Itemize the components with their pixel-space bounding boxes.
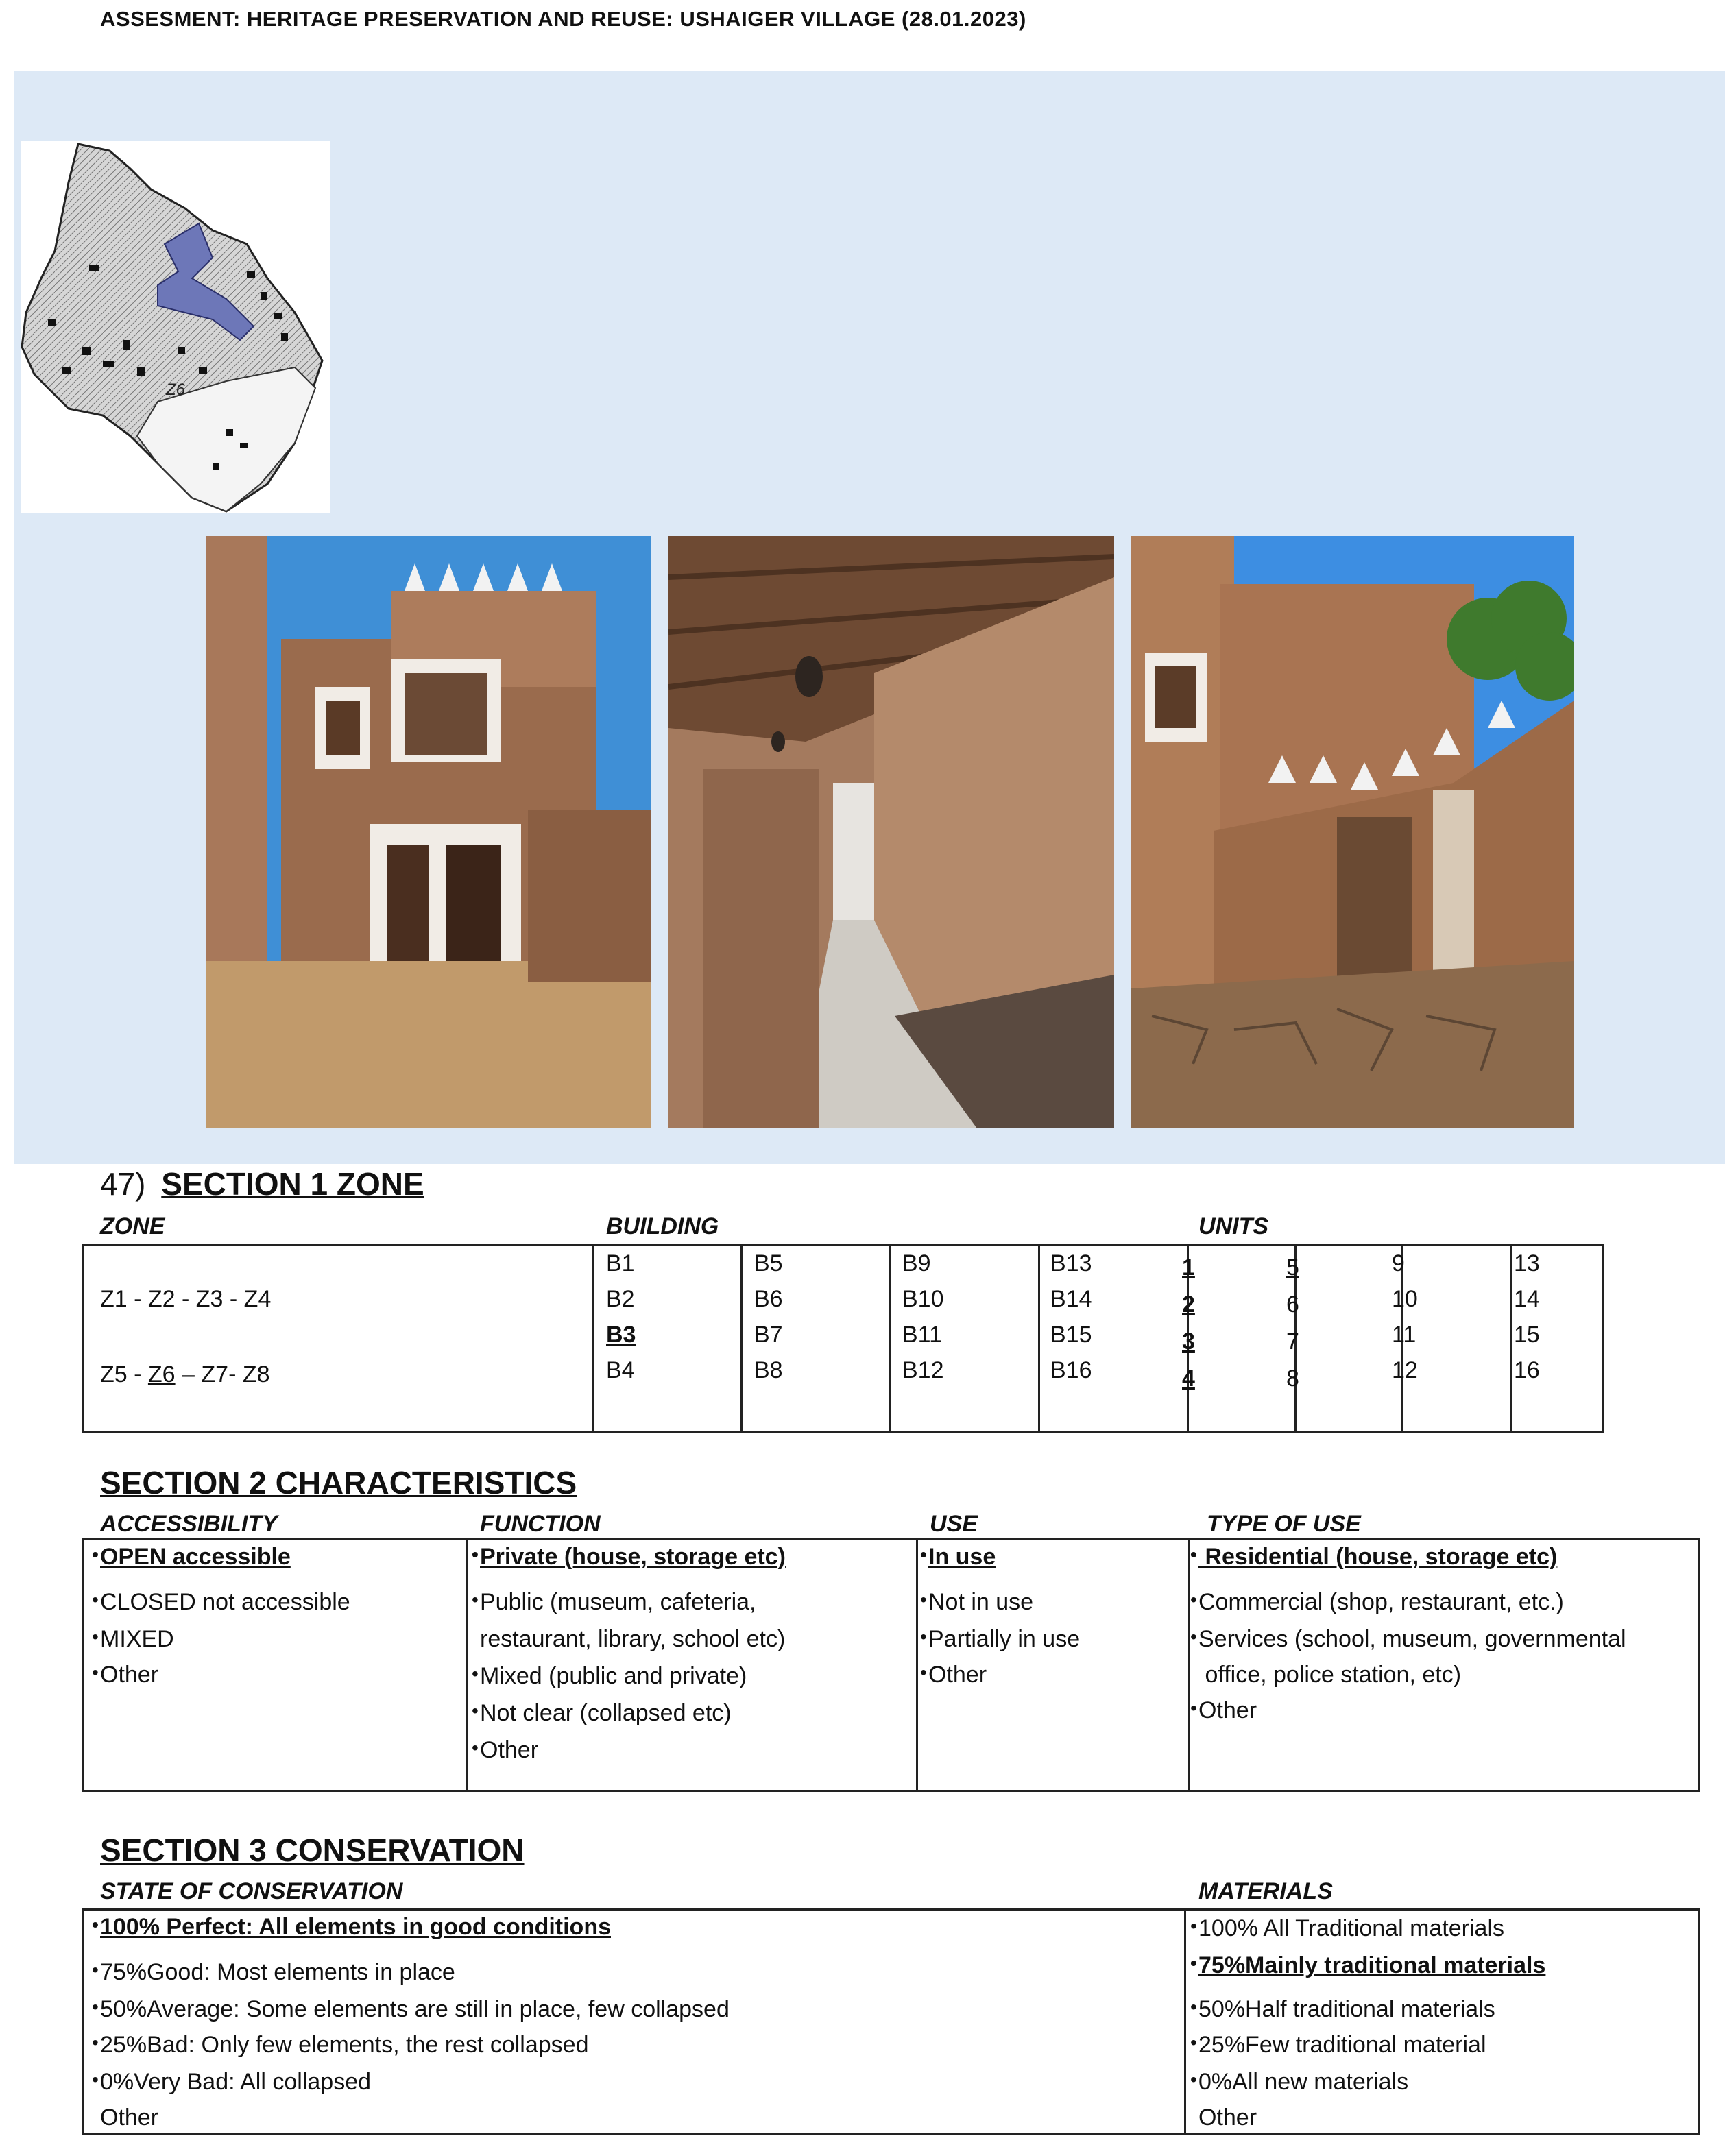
units-label: UNITS (1198, 1213, 1268, 1239)
function-option-public-cont: restaurant, library, school etc) (480, 1626, 786, 1652)
building-label: BUILDING (606, 1213, 719, 1239)
building-b14: B14 (1050, 1286, 1092, 1312)
building-b8: B8 (754, 1357, 783, 1383)
building-b16: B16 (1050, 1357, 1092, 1383)
function-option-other: • Other (480, 1737, 538, 1764)
zone-label: ZONE (100, 1213, 165, 1239)
unit-8: 8 (1286, 1366, 1299, 1392)
door-icon (1131, 536, 1574, 1128)
state-option-50: • 50%Average: Some elements are still in place, few collapsed (100, 1996, 730, 2023)
unit-14: 14 (1514, 1286, 1540, 1312)
unit-16: 16 (1514, 1357, 1540, 1383)
zone-row-2-suffix: – Z7- Z8 (175, 1361, 270, 1387)
section2-title: SECTION 2 CHARACTERISTICS (100, 1465, 577, 1501)
type-of-use-selected: • Residential (house, storage etc) (1198, 1544, 1557, 1570)
unit-13: 13 (1514, 1250, 1540, 1276)
type-option-commercial: • Commercial (shop, restaurant, etc.) (1198, 1589, 1564, 1616)
function-label: FUNCTION (480, 1511, 601, 1537)
state-option-0: • 0%Very Bad: All collapsed (100, 2069, 371, 2096)
unit-6: 6 (1286, 1291, 1299, 1318)
zone-selected: Z6 (147, 1361, 176, 1387)
building-b12: B12 (902, 1357, 944, 1383)
use-option-partially: • Partially in use (928, 1626, 1080, 1653)
building-b13: B13 (1050, 1250, 1092, 1276)
site-map (21, 141, 330, 513)
use-option-not-in-use: • Not in use (928, 1589, 1033, 1616)
use-label: USE (930, 1511, 978, 1537)
building-b10: B10 (902, 1286, 944, 1312)
building-b2: B2 (606, 1286, 635, 1312)
type-option-other: • Other (1198, 1697, 1257, 1724)
materials-label: MATERIALS (1198, 1878, 1333, 1904)
building-b3-selected: B3 (606, 1322, 636, 1348)
building-b15: B15 (1050, 1322, 1092, 1348)
type-option-services: • Services (school, museum, governmental (1198, 1626, 1626, 1653)
state-selected: • 100% Perfect: All elements in good conditions (100, 1914, 611, 1941)
unit-1: 1 (1182, 1254, 1195, 1281)
accessibility-option-other: • Other (100, 1662, 158, 1688)
unit-11: 11 (1392, 1322, 1416, 1348)
building-b4: B4 (606, 1357, 635, 1383)
use-selected: • In use (928, 1544, 996, 1570)
unit-5: 5 (1286, 1254, 1299, 1281)
unit-7: 7 (1286, 1329, 1299, 1355)
building-b1: B1 (606, 1250, 635, 1276)
accessibility-label: ACCESSIBILITY (100, 1511, 278, 1537)
unit-2: 2 (1182, 1291, 1195, 1318)
function-selected: • Private (house, storage etc) (480, 1544, 786, 1570)
materials-option-50: • 50%Half traditional materials (1198, 1996, 1495, 2023)
accessibility-option-mixed: • MIXED (100, 1626, 174, 1653)
function-option-mixed: • Mixed (public and private) (480, 1663, 747, 1690)
svg-text:Z6: Z6 (166, 380, 186, 399)
type-option-services-cont: office, police station, etc) (1198, 1662, 1462, 1688)
unit-12: 12 (1392, 1357, 1418, 1383)
zone-row-2 (100, 1361, 270, 1388)
state-option-25: • 25%Bad: Only few elements, the rest collapsed (100, 2032, 589, 2059)
building-courtyard-photo (206, 536, 651, 1128)
section1-number: 47) (100, 1166, 146, 1202)
accessibility-selected: • OPEN accessible (100, 1544, 291, 1570)
materials-option-other: Other (1198, 2104, 1257, 2131)
unit-9: 9 (1392, 1250, 1405, 1276)
type-of-use-label: TYPE OF USE (1207, 1511, 1361, 1537)
state-label: STATE OF CONSERVATION (100, 1878, 403, 1904)
building-b6: B6 (754, 1286, 783, 1312)
covered-alley-photo (668, 536, 1114, 1128)
building-b7: B7 (754, 1322, 783, 1348)
section1-table (82, 1244, 1604, 1433)
building-b11: B11 (902, 1322, 942, 1348)
state-option-other: Other (100, 2104, 159, 2131)
materials-selected: • 75%Mainly traditional materials (1198, 1952, 1545, 1979)
section3-title: SECTION 3 CONSERVATION (100, 1832, 525, 1868)
function-option-not-clear: • Not clear (collapsed etc) (480, 1700, 732, 1727)
section1-heading (100, 1165, 424, 1202)
building-b5: B5 (754, 1250, 783, 1276)
zone-row-1: Z1 - Z2 - Z3 - Z4 (100, 1286, 272, 1312)
section1-title: SECTION 1 ZONE (161, 1166, 424, 1202)
state-option-75: • 75%Good: Most elements in place (100, 1959, 455, 1986)
materials-option-0: • 0%All new materials (1198, 2069, 1408, 2096)
accessibility-option-closed: • CLOSED not accessible (100, 1589, 350, 1616)
materials-option-25: • 25%Few traditional material (1198, 2032, 1486, 2059)
unit-10: 10 (1392, 1286, 1418, 1312)
unit-15: 15 (1514, 1322, 1540, 1348)
alley-icon (668, 536, 1114, 1128)
village-map-icon (21, 141, 330, 513)
use-option-other: • Other (928, 1662, 987, 1688)
unit-4: 4 (1182, 1366, 1195, 1392)
zone-row-2-prefix: Z5 - (100, 1361, 148, 1387)
doorway-courtyard-photo (1131, 536, 1574, 1128)
function-option-public: • Public (museum, cafeteria, (480, 1589, 756, 1616)
materials-option-100: • 100% All Traditional materials (1198, 1915, 1504, 1942)
mud-building-icon (206, 536, 651, 1128)
document-title: ASSESMENT: HERITAGE PRESERVATION AND REUSE: USHAIGER VILLAGE (28.01.2023) (100, 7, 1026, 31)
building-b9: B9 (902, 1250, 931, 1276)
unit-3: 3 (1182, 1329, 1195, 1355)
